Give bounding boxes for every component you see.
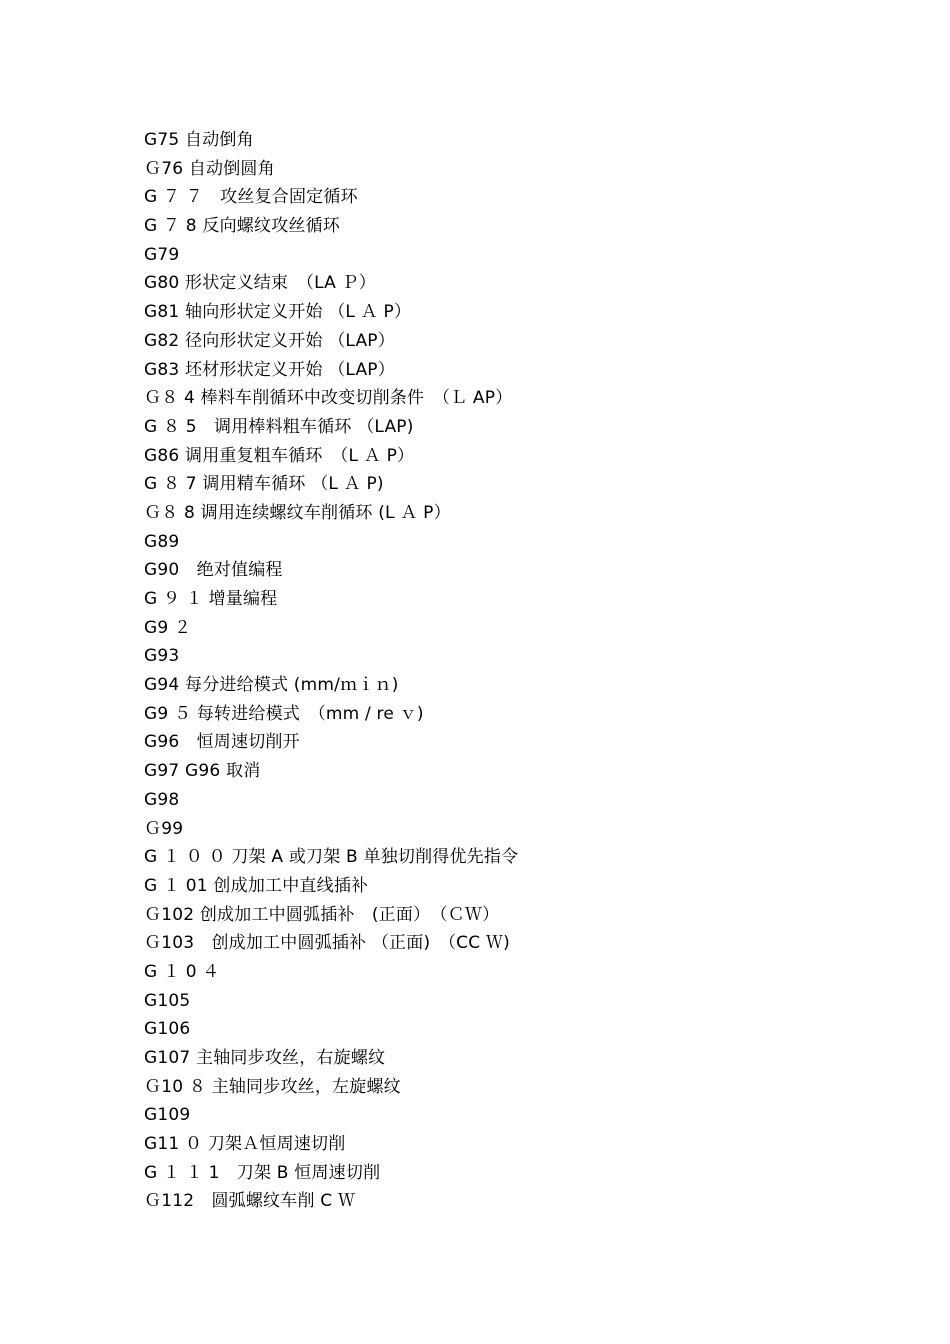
list-item: Ｇ99 xyxy=(144,818,184,839)
list-item: G １ １ 1 刀架 B 恒周速切削 xyxy=(144,1162,381,1183)
list-item: Ｇ８ 4 棒料车削循环中改变切削条件 （Ｌ AP） xyxy=(144,388,513,409)
list-item: G96 恒周速切削开 xyxy=(144,732,300,753)
list-item: Ｇ112 圆弧螺纹车削 C Ｗ xyxy=(144,1191,356,1212)
list-item: G80 形状定义结束 （LA Ｐ） xyxy=(144,273,377,294)
list-item: G107 主轴同步攻丝，右旋螺纹 xyxy=(144,1048,386,1068)
list-item: G １ 01 创成加工中直线插补 xyxy=(144,875,369,896)
list-item: G106 xyxy=(144,1019,191,1040)
list-item: G ８ 5 调用棒料粗车循环 （LAP) xyxy=(144,416,414,437)
list-item: G109 xyxy=(144,1105,191,1126)
list-item: G94 每分进给模式 (mm/ｍｉｎ) xyxy=(144,675,399,696)
gcode-list xyxy=(144,126,864,1216)
list-item: G １ 0 ４ xyxy=(144,961,220,982)
list-item: Ｇ10 ８ 主轴同步攻丝，左旋螺纹 xyxy=(144,1076,401,1097)
list-item: G81 轴向形状定义开始 （L Ａ P） xyxy=(144,302,412,323)
list-item: G97 G96 取消 xyxy=(144,761,261,782)
list-item: G89 xyxy=(144,531,180,552)
list-item: G75 自动倒角 xyxy=(144,130,254,150)
list-item: G9 ５ 每转进给模式 （mm / re ｖ) xyxy=(144,703,424,724)
list-item: G ７ ７ 攻丝复合固定循环 xyxy=(144,187,358,208)
list-item: G ９ １ 增量编程 xyxy=(144,589,278,609)
list-item: G9 ２ xyxy=(144,617,192,638)
list-item: G ８ 7 调用精车循环 （L Ａ P) xyxy=(144,474,384,495)
list-item: Ｇ76 自动倒圆角 xyxy=(144,158,275,179)
list-item: G83 坯材形状定义开始 （LAP） xyxy=(144,359,395,380)
list-item: G １ ０ ０ 刀架 A 或刀架 B 单独切削得优先指令 xyxy=(144,847,519,868)
list-item: Ｇ102 创成加工中圆弧插补 (正面） （ＣＷ） xyxy=(144,904,500,925)
list-item: G90 绝对值编程 xyxy=(144,560,283,581)
list-item: G105 xyxy=(144,990,191,1011)
list-item: G93 xyxy=(144,646,180,667)
list-item: Ｇ103 创成加工中圆弧插补 （正面) （CC Ｗ) xyxy=(144,933,510,954)
list-item: G11 ０ 刀架Ａ恒周速切削 xyxy=(144,1134,346,1155)
list-item: G86 调用重复粗车循环 （L Ａ P） xyxy=(144,445,415,466)
list-item: G79 xyxy=(144,244,180,265)
list-item: G98 xyxy=(144,789,180,810)
list-item: G ７ 8 反向螺纹攻丝循环 xyxy=(144,216,341,237)
list-item: G82 径向形状定义开始 （LAP） xyxy=(144,330,395,351)
list-item: Ｇ８ 8 调用连续螺纹车削循环 (L Ａ P） xyxy=(144,502,451,523)
